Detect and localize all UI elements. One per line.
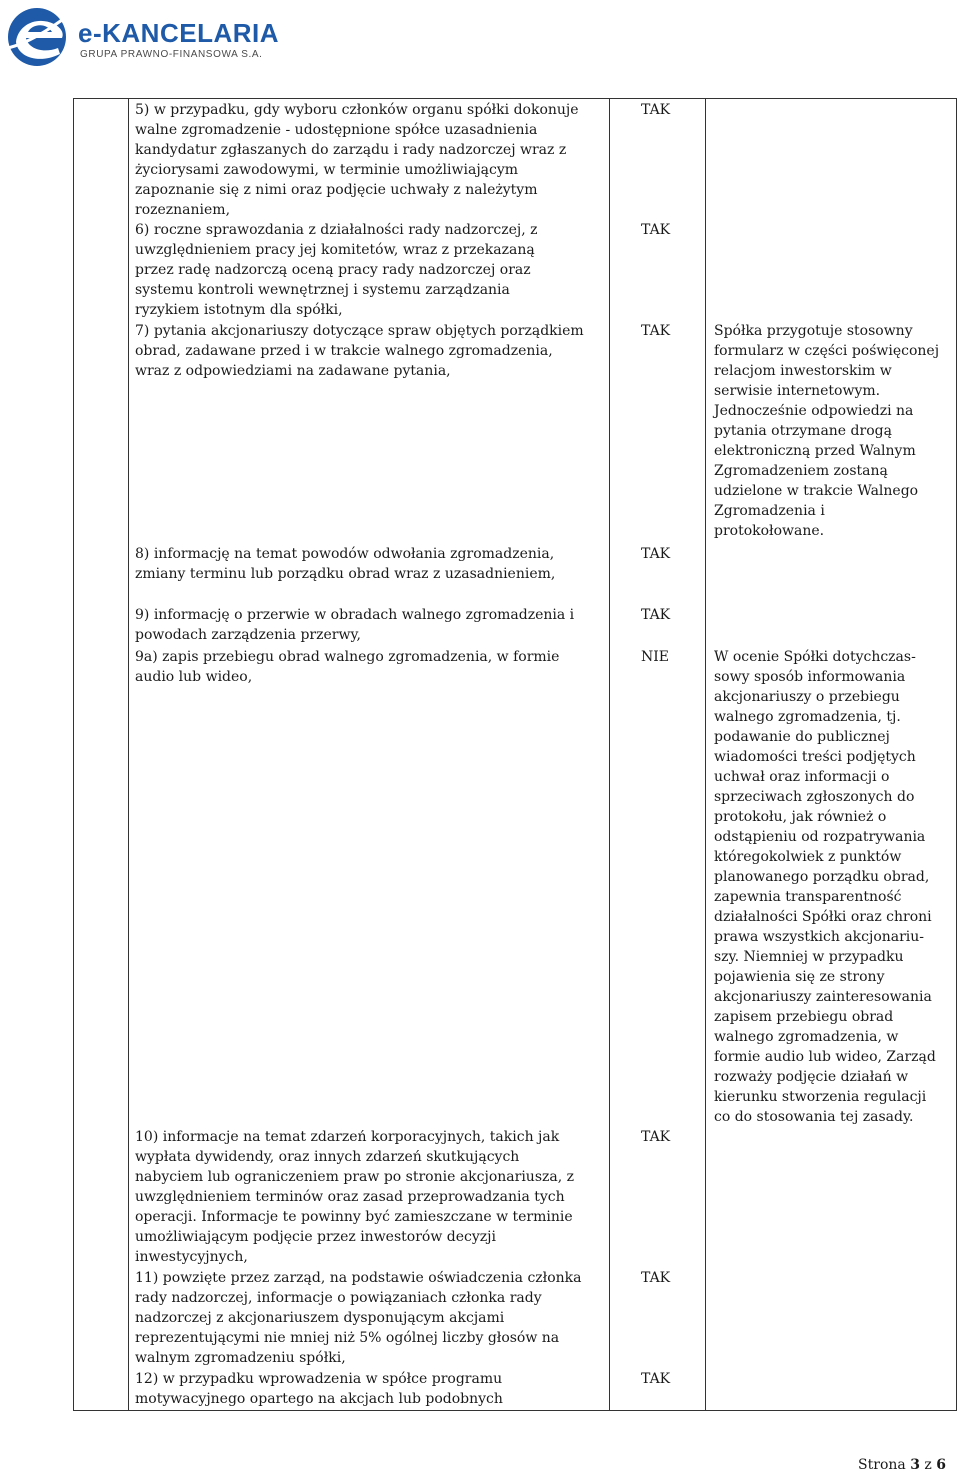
comment-line: Zgromadzenia i: [714, 503, 825, 519]
comment-line: zapewnia transparentność: [714, 889, 902, 905]
comment-line: co do stosowania tej zasady.: [714, 1109, 914, 1125]
status-value: TAK: [641, 102, 671, 118]
comment-line: sowy sposób informowania: [714, 669, 906, 685]
row-text: [135, 1127, 607, 1267]
row-text: [135, 1369, 607, 1409]
comment-line: walnego zgromadzenia, w: [714, 1029, 899, 1045]
comment-line: wiadomości treści podjętych: [714, 749, 916, 765]
text-line: nadzorczej z akcjonariuszem dysponującym akcjami: [135, 1310, 505, 1326]
text-line: uwzględnieniem pracy jej komitetów, wraz z przekazaną: [135, 242, 535, 258]
status-value: TAK: [641, 1371, 671, 1387]
comment-line: W ocenie Spółki dotychczas-: [714, 649, 916, 665]
text-line: reprezentującymi nie mniej niż 5% ogólnej liczby głosów na: [135, 1330, 560, 1346]
text-line: 5) w przypadku, gdy wyboru członków organu spółki dokonuje: [135, 102, 579, 118]
comment-line: pojawienia się ze strony: [714, 969, 885, 985]
text-line: 10) informacje na temat zdarzeń korporacyjnych, takich jak: [135, 1129, 560, 1145]
comment-line: szy. Niemniej w przypadku: [714, 949, 904, 965]
comment-line: Spółka przygotuje stosowny: [714, 323, 913, 339]
compliance-table: [73, 98, 957, 1411]
comment-text: [714, 647, 954, 1127]
row-text: [135, 605, 607, 645]
text-line: rady nadzorczej, informacje o powiązaniach członka rady: [135, 1290, 542, 1306]
comment-line: elektroniczną przed Walnym: [714, 443, 916, 459]
text-line: nabyciem lub ograniczeniem praw po stronie akcjonariusza, z: [135, 1169, 575, 1185]
comment-line: sprzeciwach zgłoszonych do: [714, 789, 915, 805]
text-line: zmiany terminu lub porządku obrad wraz z uzasadnieniem,: [135, 566, 556, 582]
comment-line: zapisem przebiegu obrad: [714, 1009, 894, 1025]
row-text: [135, 100, 607, 220]
logo-e-icon: [4, 4, 74, 68]
text-line: umożliwiającym podjęcie przez inwestorów decyzji: [135, 1229, 496, 1245]
text-line: wypłata dywidendy, oraz innych zdarzeń skutkujących: [135, 1149, 520, 1165]
comment-line: działalności Spółki oraz chroni: [714, 909, 932, 925]
status-value: TAK: [641, 1129, 671, 1145]
comment-line: kierunku stworzenia regulacji: [714, 1089, 927, 1105]
logo-title: e-KANCELARIA: [78, 18, 279, 48]
text-line: 12) w przypadku wprowadzenia w spółce programu: [135, 1371, 503, 1387]
text-line: inwestycyjnych,: [135, 1249, 248, 1265]
text-line: walne zgromadzenie - udostępnione spółce uzasadnienia: [135, 122, 538, 138]
company-logo: [4, 4, 279, 68]
comment-line: pytania otrzymane drogą: [714, 423, 892, 439]
status-value: TAK: [641, 222, 671, 238]
comment-line: formularz w części poświęconej: [714, 343, 940, 359]
text-line: 9) informację o przerwie w obradach walnego zgromadzenia i: [135, 607, 575, 623]
comment-line: serwisie internetowym.: [714, 383, 881, 399]
row-text: [135, 220, 607, 320]
status-value: TAK: [641, 546, 671, 562]
text-line: kandydatur zgłaszanych do zarządu i rady nadzorczej wraz z: [135, 142, 567, 158]
column-divider: [609, 98, 610, 1411]
row-text: [135, 647, 607, 687]
comment-line: któregokolwiek z punktów: [714, 849, 902, 865]
text-line: powodach zarządzenia przerwy,: [135, 627, 361, 643]
text-line: rozeznaniem,: [135, 202, 231, 218]
comment-line: odstąpieniu od rozpatrywania: [714, 829, 926, 845]
comment-line: akcjonariuszy o przebiegu: [714, 689, 900, 705]
status-value: NIE: [641, 649, 669, 665]
text-line: obrad, zadawane przed i w trakcie walnego zgromadzenia,: [135, 343, 553, 359]
text-line: zapoznanie się z nimi oraz podjęcie uchwały z należytym: [135, 182, 538, 198]
row-text: [135, 544, 607, 584]
comment-line: uchwał oraz informacji o: [714, 769, 890, 785]
status-value: TAK: [641, 1270, 671, 1286]
text-line: 6) roczne sprawozdania z działalności rady nadzorczej, z: [135, 222, 538, 238]
text-line: walnym zgromadzeniu spółki,: [135, 1350, 346, 1366]
comment-line: relacjom inwestorskim w: [714, 363, 892, 379]
text-line: 8) informację na temat powodów odwołania zgromadzenia,: [135, 546, 555, 562]
status-value: TAK: [641, 323, 671, 339]
comment-line: planowanego porządku obrad,: [714, 869, 930, 885]
page-number: Strona 3 z 6: [858, 1457, 946, 1473]
comment-line: walnego zgromadzenia, tj.: [714, 709, 901, 725]
row-text: [135, 321, 607, 381]
comment-line: prawa wszystkich akcjonariu-: [714, 929, 925, 945]
text-line: 11) powzięte przez zarząd, na podstawie oświadczenia członka: [135, 1270, 582, 1286]
comment-line: udzielone w trakcie Walnego: [714, 483, 919, 499]
text-line: ryzykiem istotnym dla spółki,: [135, 302, 343, 318]
text-line: 9a) zapis przebiegu obrad walnego zgromadzenia, w formie: [135, 649, 560, 665]
column-divider: [128, 98, 129, 1411]
text-line: życiorysami zawodowymi, w terminie umożliwiającym: [135, 162, 519, 178]
text-line: motywacyjnego opartego na akcjach lub podobnych: [135, 1391, 503, 1407]
comment-line: formie audio lub wideo, Zarząd: [714, 1049, 936, 1065]
comment-line: podawanie do publicznej: [714, 729, 890, 745]
text-line: wraz z odpowiedziami na zadawane pytania,: [135, 363, 451, 379]
comment-line: akcjonariuszy zainteresowania: [714, 989, 932, 1005]
logo-subtitle: GRUPA PRAWNO-FINANSOWA S.A.: [80, 49, 263, 60]
comment-line: Jednocześnie odpowiedzi na: [714, 403, 914, 419]
text-line: 7) pytania akcjonariuszy dotyczące spraw objętych porządkiem: [135, 323, 584, 339]
comment-line: Zgromadzeniem zostaną: [714, 463, 888, 479]
column-divider: [705, 98, 706, 1411]
comment-line: protokołu, jak również o: [714, 809, 887, 825]
status-value: TAK: [641, 607, 671, 623]
row-text: [135, 1268, 607, 1368]
comment-line: rozważy podjęcie działań w: [714, 1069, 909, 1085]
text-line: przez radę nadzorczą oceną pracy rady nadzorczej oraz: [135, 262, 531, 278]
text-line: operacji. Informacje te powinny być zamieszczane w terminie: [135, 1209, 573, 1225]
text-line: systemu kontroli wewnętrznej i systemu zarządzania: [135, 282, 510, 298]
text-line: audio lub wideo,: [135, 669, 253, 685]
comment-line: protokołowane.: [714, 523, 825, 539]
text-line: uwzględnieniem terminów oraz zasad przeprowadzania tych: [135, 1189, 565, 1205]
comment-text: [714, 321, 954, 541]
